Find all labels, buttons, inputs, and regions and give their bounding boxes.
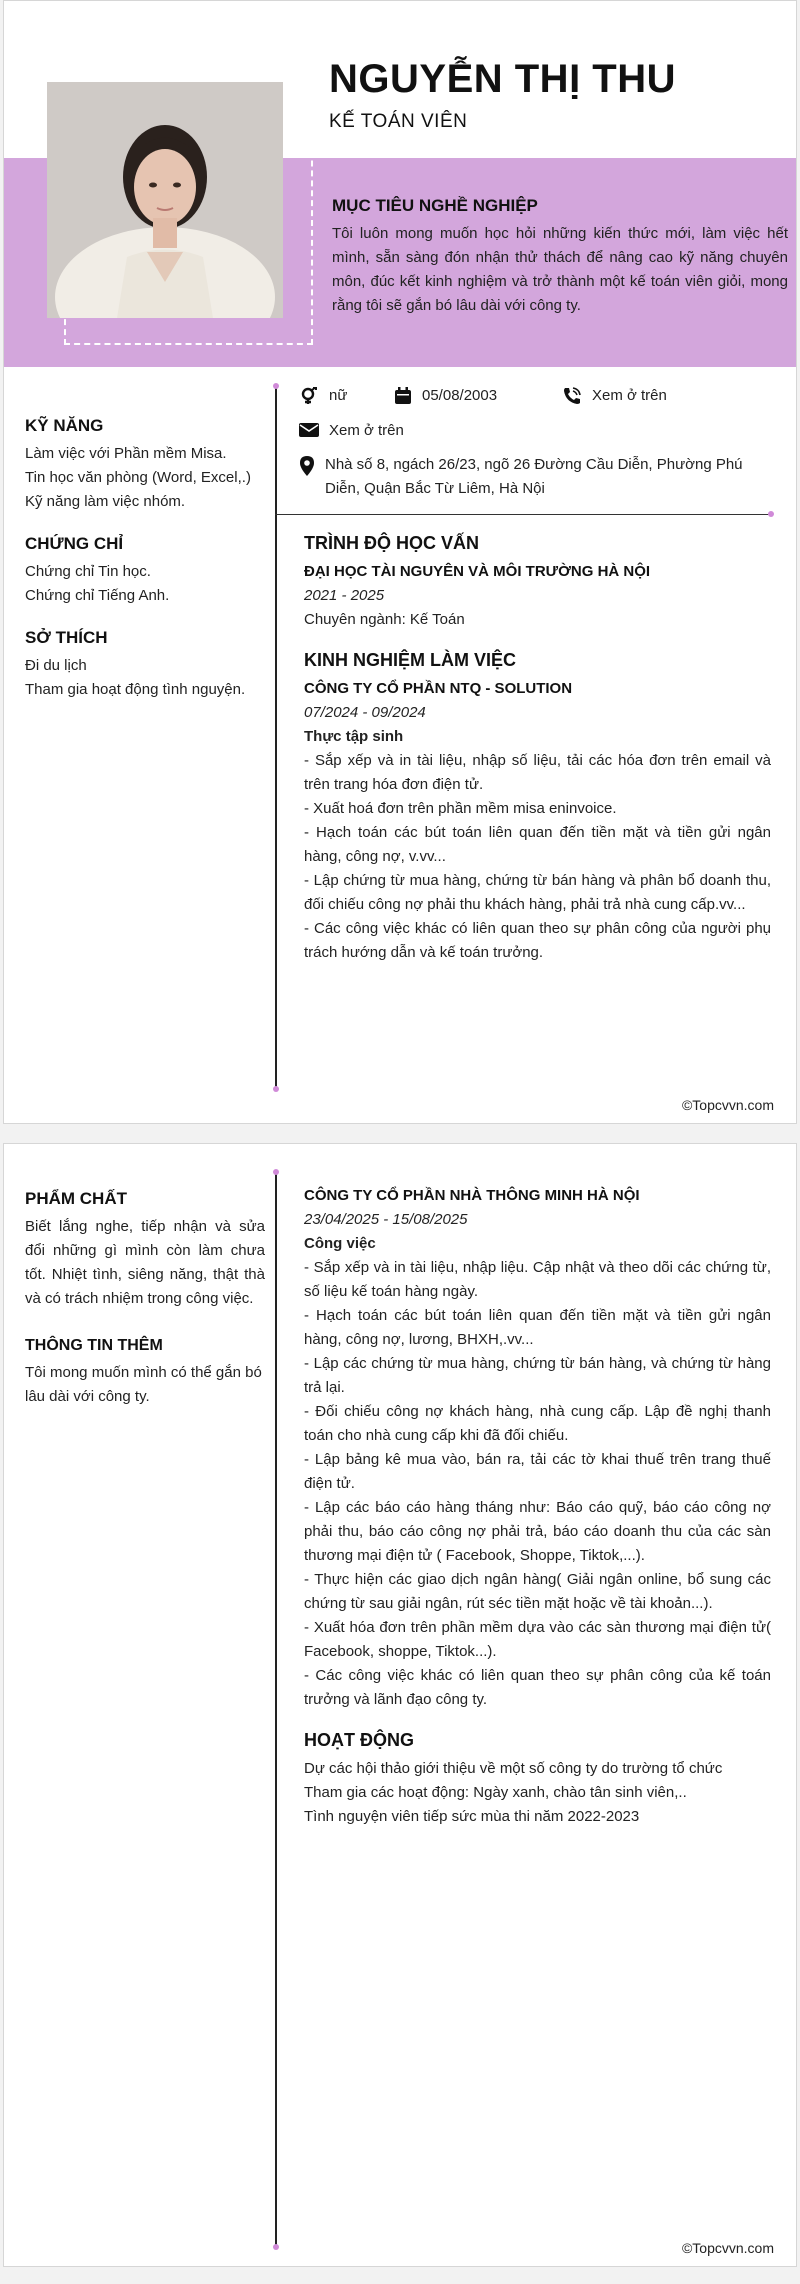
divider-dot bbox=[273, 383, 279, 389]
job-company: CÔNG TY CỔ PHẦN NHÀ THÔNG MINH HÀ NỘI bbox=[304, 1187, 640, 1204]
location-pin-icon bbox=[299, 456, 315, 476]
separator-dot bbox=[768, 511, 774, 517]
envelope-icon bbox=[299, 422, 319, 438]
job-role: Thực tập sinh bbox=[304, 728, 404, 745]
job-task-list bbox=[304, 749, 771, 965]
job-task: - Lập các báo cáo hàng tháng như: Báo cáo quỹ, báo cáo công nợ phải thu, báo cáo công nợ phải trả, báo cáo doanh thu của các sàn thương mại điện tử ( Facebook, Shoppe, Tiktok,...). bbox=[304, 1499, 771, 1564]
certificates-heading: CHỨNG CHỈ bbox=[25, 534, 124, 553]
phone-icon bbox=[562, 387, 582, 405]
footer-watermark: ©Topcvvn.com bbox=[681, 2240, 774, 2256]
skills-section bbox=[25, 416, 265, 514]
divider-dot bbox=[273, 1169, 279, 1175]
gender-item bbox=[299, 384, 347, 408]
objective-text: Tôi luôn mong muốn học hỏi những kiến thức mới, làm việc hết mình, sẵn sàng đón nhận thử thách để nâng cao kỹ năng chuyên môn, đúc kết kinh nghiệm và trở thành một kế toán viên giỏi, mong rằng tôi sẽ gắn bó lâu dài với công ty. bbox=[332, 225, 788, 314]
divider-dot bbox=[273, 2244, 279, 2250]
job-task: - Lập các chứng từ mua hàng, chứng từ bán hàng, và chứng từ hàng trả lại. bbox=[304, 1355, 771, 1396]
job-period: 23/04/2025 - 15/08/2025 bbox=[304, 1211, 468, 1228]
objective-heading: MỤC TIÊU NGHỀ NGHIỆP bbox=[332, 196, 538, 215]
job-task: - Hạch toán các bút toán liên quan đến tiền mặt và tiền gửi ngân hàng, công nợ, lương, BHXH,.vv... bbox=[304, 1307, 771, 1348]
birthday-value: 05/08/2003 bbox=[422, 387, 498, 404]
experience-section bbox=[304, 650, 771, 965]
skill-item: Kỹ năng làm việc nhóm. bbox=[25, 493, 186, 510]
profile-photo bbox=[47, 82, 283, 318]
candidate-name: NGUYỄN THỊ THU bbox=[329, 57, 676, 101]
job-task: - Xuất hoá đơn trên phần mềm misa eninvoice. bbox=[304, 800, 617, 817]
experience-continued bbox=[304, 1184, 771, 1712]
job-task: - Các công việc khác có liên quan theo sự phân công của người phụ trách hướng dẫn và kế toán trưởng. bbox=[304, 920, 771, 961]
gender-value: nữ bbox=[329, 387, 348, 404]
left-column-page-1 bbox=[25, 416, 265, 722]
email-item bbox=[299, 419, 404, 443]
candidate-title: KẾ TOÁN VIÊN bbox=[329, 111, 468, 132]
right-column-page-2 bbox=[304, 1184, 771, 1847]
hobby-item: Tham gia hoạt động tình nguyện. bbox=[25, 681, 246, 698]
extra-info-heading: THÔNG TIN THÊM bbox=[25, 1337, 163, 1354]
footer-watermark: ©Topcvvn.com bbox=[681, 1097, 774, 1113]
job-task: - Sắp xếp và in tài liệu, nhập liệu. Cập nhật và theo dõi các chứng từ, số liệu kế toán hàng ngày. bbox=[304, 1259, 771, 1300]
education-major: Chuyên ngành: Kế Toán bbox=[304, 611, 465, 628]
job-task: - Đối chiếu công nợ khách hàng, nhà cung cấp. Lập đề nghị thanh toán cho nhà cung cấp khi đã đối chiếu. bbox=[304, 1403, 771, 1444]
divider-dot bbox=[273, 1086, 279, 1092]
timeline-divider bbox=[275, 1172, 277, 2248]
job-task: - Các công việc khác có liên quan theo sự phân công của kế toán trưởng và lãnh đạo công ty. bbox=[304, 1667, 771, 1708]
extra-info-section bbox=[25, 1337, 265, 1409]
job-period: 07/2024 - 09/2024 bbox=[304, 704, 426, 721]
job-task-list bbox=[304, 1256, 771, 1712]
contact-separator bbox=[275, 514, 771, 515]
skill-item: Tin học văn phòng (Word, Excel,.) bbox=[25, 469, 251, 486]
job-role: Công việc bbox=[304, 1235, 376, 1252]
timeline-divider bbox=[275, 386, 277, 1090]
job-company: CÔNG TY CỔ PHẦN NTQ - SOLUTION bbox=[304, 680, 573, 697]
job-task: - Xuất hóa đơn trên phần mềm dựa vào các sàn thương mại điện tử( Facebook, shoppe, Tiktok...). bbox=[304, 1619, 771, 1660]
qualities-section bbox=[25, 1189, 265, 1311]
activity-item: Tham gia các hoạt động: Ngày xanh, chào tân sinh viên,.. bbox=[304, 1784, 687, 1801]
qualities-text: Biết lắng nghe, tiếp nhận và sửa đổi những gì mình còn làm chưa tốt. Nhiệt tình, siêng năng, thật thà và có trách nhiệm trong công việc. bbox=[25, 1218, 265, 1307]
hobbies-heading: SỞ THÍCH bbox=[25, 628, 108, 647]
skill-item: Làm việc với Phần mềm Misa. bbox=[25, 445, 227, 462]
address-item bbox=[299, 453, 769, 501]
job-task: - Thực hiện các giao dịch ngân hàng( Giải ngân online, bổ sung các chứng từ sau giải ngân, rút séc tiền mặt hoặc về tài khoản...). bbox=[304, 1571, 771, 1612]
extra-info-text: Tôi mong muốn mình có thể gắn bó lâu dài với công ty. bbox=[25, 1364, 262, 1405]
job-task: - Sắp xếp và in tài liệu, nhập số liệu, tải các hóa đơn trên email và trên trang hóa đơn điện tử. bbox=[304, 752, 771, 793]
hobby-item: Đi du lịch bbox=[25, 657, 87, 674]
phone-item bbox=[562, 384, 667, 408]
career-objective bbox=[332, 196, 788, 318]
certificates-section bbox=[25, 534, 265, 608]
portrait-image bbox=[47, 82, 283, 318]
certificate-item: Chứng chỉ Tin học. bbox=[25, 563, 151, 580]
job-task: - Lập bảng kê mua vào, bán ra, tải các tờ khai thuế trên trang thuế điện tử. bbox=[304, 1451, 771, 1492]
activity-item: Dự các hội thảo giới thiệu về một số công ty do trường tổ chức bbox=[304, 1760, 723, 1777]
phone-value: Xem ở trên bbox=[592, 387, 667, 404]
left-column-page-2 bbox=[25, 1189, 265, 1429]
education-heading: TRÌNH ĐỘ HỌC VẤN bbox=[304, 533, 479, 553]
cv-page-2 bbox=[3, 1143, 797, 2267]
skills-heading: KỸ NĂNG bbox=[25, 416, 104, 435]
job-task: - Lập chứng từ mua hàng, chứng từ bán hàng và phân bổ doanh thu, đối chiếu công nợ phải thu khách hàng, phải trả nhà cung cấp.vv... bbox=[304, 872, 771, 913]
right-column-page-1 bbox=[304, 533, 771, 983]
calendar-icon bbox=[394, 387, 412, 405]
activities-heading: HOẠT ĐỘNG bbox=[304, 1730, 414, 1750]
address-value: Nhà số 8, ngách 26/23, ngõ 26 Đường Cầu Diễn, Phường Phú Diễn, Quận Bắc Từ Liêm, Hà Nội bbox=[325, 456, 743, 497]
experience-heading: KINH NGHIỆM LÀM VIỆC bbox=[304, 650, 517, 670]
education-period: 2021 - 2025 bbox=[304, 587, 385, 604]
cv-page-1 bbox=[3, 0, 797, 1124]
birthday-item bbox=[394, 384, 497, 408]
certificate-item: Chứng chỉ Tiếng Anh. bbox=[25, 587, 170, 604]
hobbies-section bbox=[25, 628, 265, 702]
gender-icon bbox=[299, 387, 319, 405]
activities-section bbox=[304, 1730, 771, 1829]
email-value: Xem ở trên bbox=[329, 422, 404, 439]
job-task: - Hạch toán các bút toán liên quan đến tiền mặt và tiền gửi ngân hàng, công nợ, v.vv... bbox=[304, 824, 771, 865]
education-section bbox=[304, 533, 771, 632]
school-name: ĐẠI HỌC TÀI NGUYÊN VÀ MÔI TRƯỜNG HÀ NỘI bbox=[304, 563, 651, 580]
qualities-heading: PHẨM CHẤT bbox=[25, 1189, 127, 1208]
activity-item: Tình nguyện viên tiếp sức mùa thi năm 2022-2023 bbox=[304, 1808, 640, 1825]
